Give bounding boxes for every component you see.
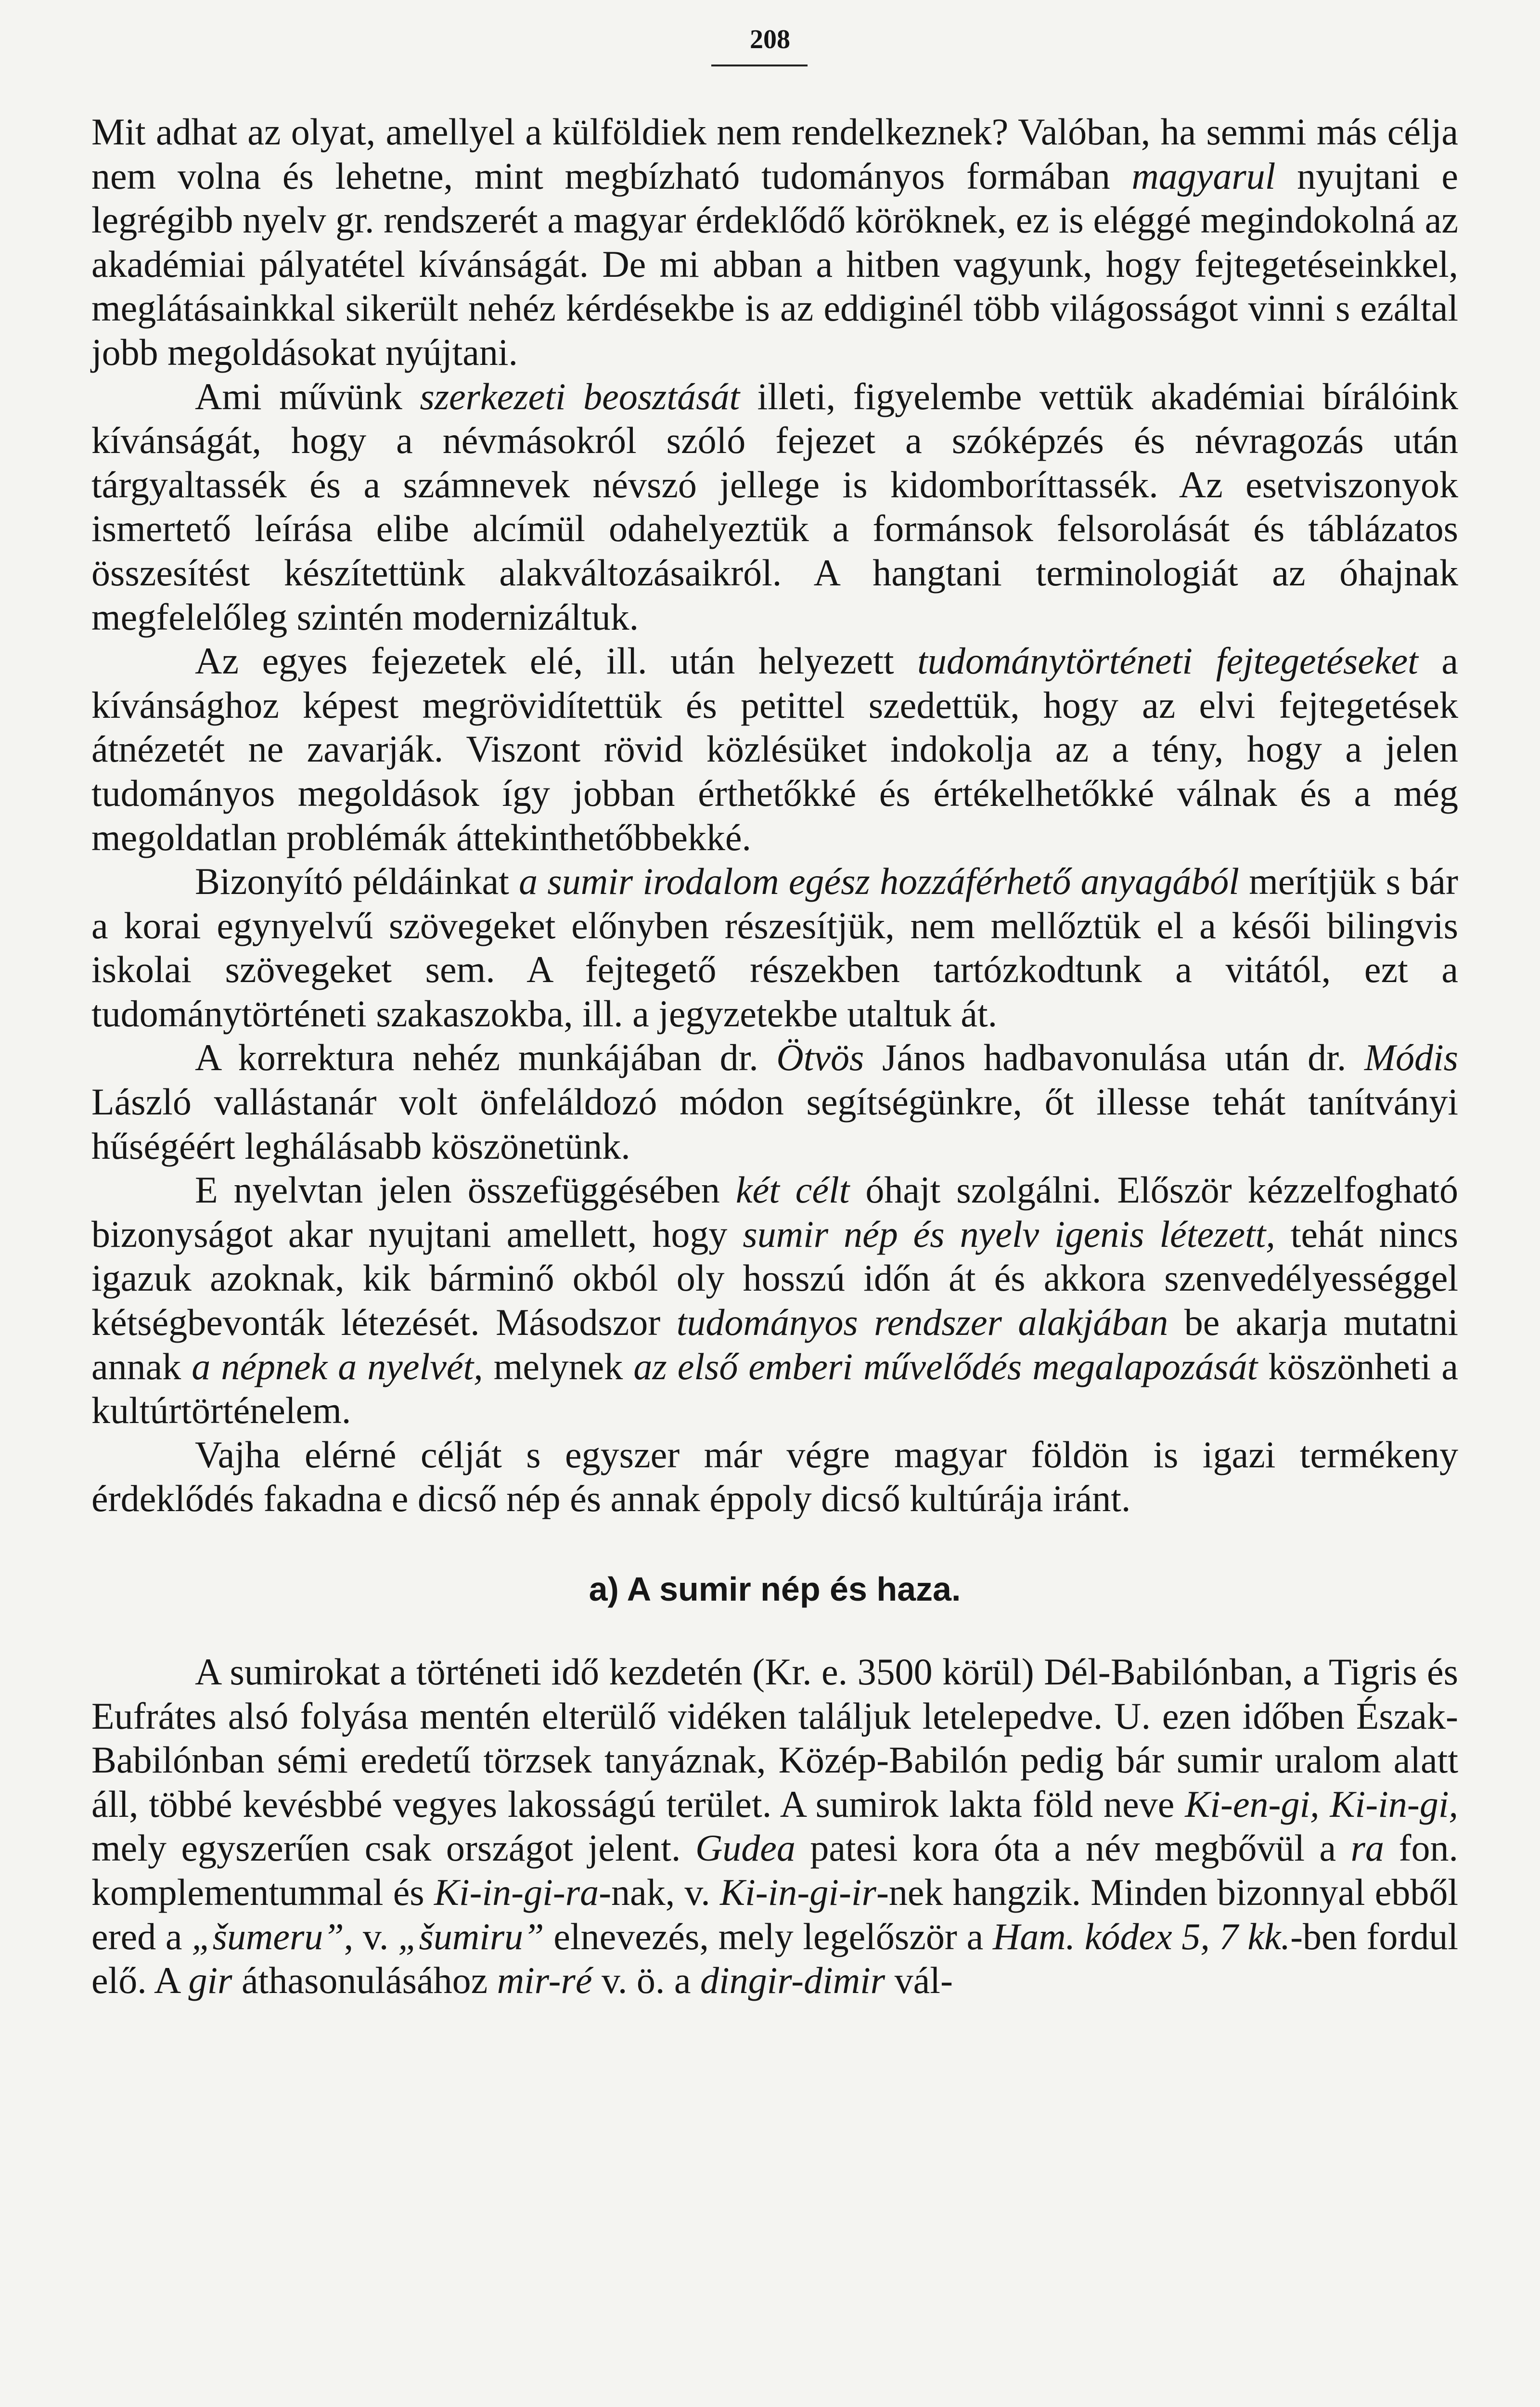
text-run: v. ö. a xyxy=(592,1959,701,2002)
italic-text: Módis xyxy=(1364,1036,1458,1079)
text-run: nyujtani e legrégibb nyelv gr. rendszerét a magyar érdeklődő köröknek, ez is eléggé megindokolná az akadémiai pályatétel kívánságát. De mi abban a hitben vagyunk, hogy fejtegetéseinkkel, meglátásainkkal sikerült nehéz kérdésekbe is az eddiginél több világosságot vinni s ezáltal jobb megoldásokat nyújtani. xyxy=(91,155,1458,373)
text-run: a kívánsághoz képest megrövidítettük és petittel szedettük, hogy az elvi fejtegetések átnézetét ne zavarják. Viszont rövid közlésüket indokolja az a tény, hogy a jelen tudományos megoldások így jobban érthetőkké és értékelhetőkké válnak és a még megoldatlan problémák áttekinthetőbbekké. xyxy=(91,640,1459,858)
text-run: óhajt szolgálni. Először kézzelfogható bizonyságot akar nyujtani amellett, hogy xyxy=(91,1169,1458,1255)
text-run: , v. xyxy=(344,1915,398,1957)
italic-text: a sumir irodalom egész hozzáférhető anyagából xyxy=(519,860,1239,903)
italic-text: Gudea xyxy=(695,1827,796,1869)
italic-text: tudománytörténeti fejtegetéseket xyxy=(917,640,1418,682)
text-run: áthasonulásához xyxy=(232,1959,497,2002)
text-run: illeti, figyelembe vettük akadémiai bírálóink kívánságát, hogy a névmásokról szóló fejezet a szóképzés és névragozás után tárgyaltassék és a számnevek névszó jellege is kidomboríttassék. Az esetviszonyok ismertető leírása elibe alcímül odahelyeztük a formánsok felsorolását és táblázatos összesítést készítettünk alakváltozásaikról. A hangtani terminologiát az óhajnak megfelelőleg szintén modernizáltuk. xyxy=(91,375,1458,638)
italic-text: sumir nép és nyelv igenis létezett, xyxy=(743,1213,1275,1255)
text-run: merítjük s bár a korai egynyelvű szövegeket előnyben részesítjük, nem mellőztük el a késői bilingvis iskolai szövegeket sem. A fejtegető részekben tartózkodtunk a vitától, ezt a tudománytörténeti szakaszokba, ill. a jegyzetekbe utaltuk át. xyxy=(91,860,1459,1035)
text-run: -nak, v. xyxy=(599,1871,720,1913)
paragraph xyxy=(91,375,1458,639)
text-run: A korrektura nehéz munkájában dr. xyxy=(195,1036,777,1079)
italic-text: Ki-in-gi-ra xyxy=(434,1871,599,1913)
text-run: tehát nincs igazuk azoknak, kik bárminő okból oly hosszú időn át és akkora szenvedélyességgel kétségbevonták létezését. Másodszor xyxy=(91,1213,1459,1344)
text-run: E nyelvtan jelen összefüggésében xyxy=(195,1169,736,1211)
italic-text: „šumiru” xyxy=(398,1915,544,1957)
paragraph xyxy=(91,1035,1458,1168)
body-text xyxy=(91,110,1458,2003)
paragraph xyxy=(91,1433,1458,1521)
paragraph xyxy=(91,110,1458,375)
italic-text: gir xyxy=(188,1959,232,2002)
text-run: -nek hangzik. Minden bizonnyal ebből ered a xyxy=(91,1871,1459,1957)
text-run: elnevezés, mely legelőször a xyxy=(544,1915,993,1957)
paragraph xyxy=(91,1650,1458,2003)
text-run: -ben fordul elő. A xyxy=(91,1915,1459,2002)
text-run: köszönheti a kultúrtörténelem. xyxy=(91,1345,1458,1432)
italic-text: dingir-dimir xyxy=(700,1959,886,2002)
text-run: A sumirokat a történeti idő kezdetén (Kr. e. 3500 körül) Dél-Babilónban, a Tigris és Eufrátes alsó folyása mentén elterülő vidéken találjuk letelepedve. U. ezen időben Észak-Babilónban sémi eredetű törzsek tanyáznak, Közép-Babilón pedig bár sumir uralom alatt áll, többé kevésbbé vegyes lakosságú terület. A sumirok lakta föld neve xyxy=(91,1651,1458,1825)
text-run: Ami művünk xyxy=(195,375,420,417)
text-run: János hadbavonulása után dr. xyxy=(864,1036,1364,1079)
page-number-rule xyxy=(711,65,808,66)
section-paragraphs xyxy=(91,1650,1458,2003)
italic-text: a népnek a nyelvét, xyxy=(192,1345,483,1387)
italic-text: „šumeru” xyxy=(192,1915,344,1957)
text-run: Bizonyító példáinkat xyxy=(195,860,519,903)
text-run: Az egyes fejezetek elé, ill. után helyezett xyxy=(195,640,918,682)
italic-text: Ham. kódex 5, 7 kk. xyxy=(992,1915,1291,1957)
text-run: mely egyszerűen csak országot jelent. xyxy=(91,1827,695,1869)
italic-text: Ki-en-gi, Ki-in-gi, xyxy=(1185,1783,1458,1825)
italic-text: szerkezeti beosztását xyxy=(420,375,740,417)
text-run: László vallástanár volt önfeláldozó módon segítségünkre, őt illesse tehát tanítványi hűségéért leghálásabb köszönetünk. xyxy=(91,1081,1458,1167)
italic-text: mir-ré xyxy=(497,1959,592,2002)
italic-text: Ötvös xyxy=(776,1036,864,1079)
paragraph xyxy=(91,639,1458,859)
italic-text: két célt xyxy=(735,1169,850,1211)
italic-text: ra xyxy=(1350,1827,1385,1869)
paragraph xyxy=(91,859,1458,1035)
text-run: vál- xyxy=(885,1959,953,2002)
text-run: Vajha elérné célját s egyszer már végre magyar földön is igazi termékeny érdeklődés fakadna e dicső nép és annak éppoly dicső kultúrája iránt. xyxy=(91,1433,1458,1520)
text-run: fon. komplementummal és xyxy=(91,1827,1459,1913)
italic-text: Ki-in-gi-ir xyxy=(719,1871,876,1913)
italic-text: magyarul xyxy=(1131,155,1276,197)
page-number: 208 xyxy=(750,25,790,54)
intro-paragraphs xyxy=(91,110,1458,1521)
italic-text: tudományos rendszer alakjában xyxy=(676,1301,1168,1344)
text-run: be akarja mutatni annak xyxy=(91,1301,1458,1387)
section-heading: a) A sumir nép és haza. xyxy=(589,1570,961,1608)
text-run: melynek xyxy=(483,1345,634,1387)
text-run: Mit adhat az olyat, amellyel a külföldiek nem rendelkeznek? Valóban, ha semmi más célja nem volna és lehetne, mint megbízható tudományos formában xyxy=(91,111,1458,197)
paragraph xyxy=(91,1168,1458,1433)
italic-text: az első emberi művelődés megalapozását xyxy=(633,1345,1258,1387)
text-run: patesi kora óta a név megbővül a xyxy=(795,1827,1351,1869)
